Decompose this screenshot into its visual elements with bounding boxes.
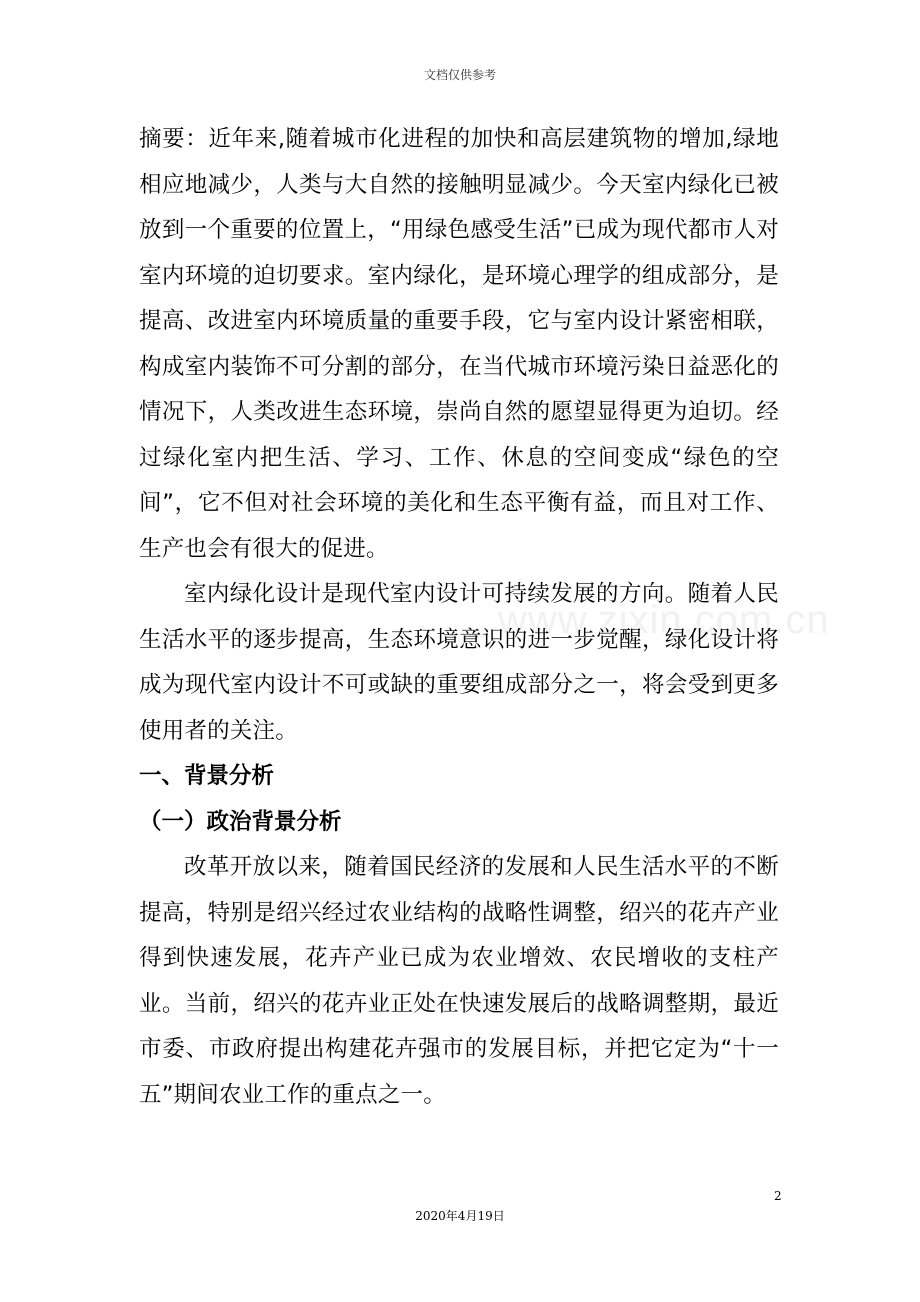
page-number: 2 (774, 1189, 782, 1203)
abstract-paragraph: 摘要：近年来,随着城市化进程的加快和高层建筑物的增加,绿地相应地减少，人类与大自然的接触明显减少。今天室内绿化已被放到一个重要的位置上，“用绿色感受生活”已成为现代都市人对室内环境的迫切要求。室内绿化，是环境心理学的组成部分，是提高、改进室内环境质量的重要手段，它与室内设计紧密相联，构成室内装饰不可分割的部分，在当代城市环境污染日益恶化的情况下，人类改进生态环境，崇尚自然的愿望显得更为迫切。经过绿化室内把生活、学习、工作、休息的空间变成“绿色的空间”，它不但对社会环境的美化和生态平衡有益，而且对工作、生产也会有很大的促进。 (139, 126, 779, 562)
footer-date: 2020年4月19日 (415, 1209, 505, 1223)
body-paragraph: 室内绿化设计是现代室内设计可持续发展的方向。随着人民生活水平的逐步提高，生态环境意识的进一步觉醒，绿化设计将成为现代室内设计不可或缺的重要组成部分之一，将会受到更多使用者的关注。 (139, 581, 779, 744)
watermark: www.zixin.com.cn (498, 598, 830, 642)
body-paragraph: 改革开放以来，随着国民经济的发展和人民生活水平的不断提高，特别是绍兴经过农业结构的战略性调整，绍兴的花卉产业得到快速发展，花卉产业已成为农业增效、农民增收的支柱产业。当前，绍兴的花卉业正处在快速发展后的战略调整期，最近市委、市政府提出构建花卉强市的发展目标，并把它定为“十一五”期间农业工作的重点之一。 (139, 854, 779, 1108)
subsection-heading: （一）政治背景分析 (139, 808, 342, 835)
section-heading: 一、背景分析 (139, 763, 275, 789)
header-note: 文档仅供参考 (423, 68, 496, 82)
document-body (139, 117, 779, 1118)
